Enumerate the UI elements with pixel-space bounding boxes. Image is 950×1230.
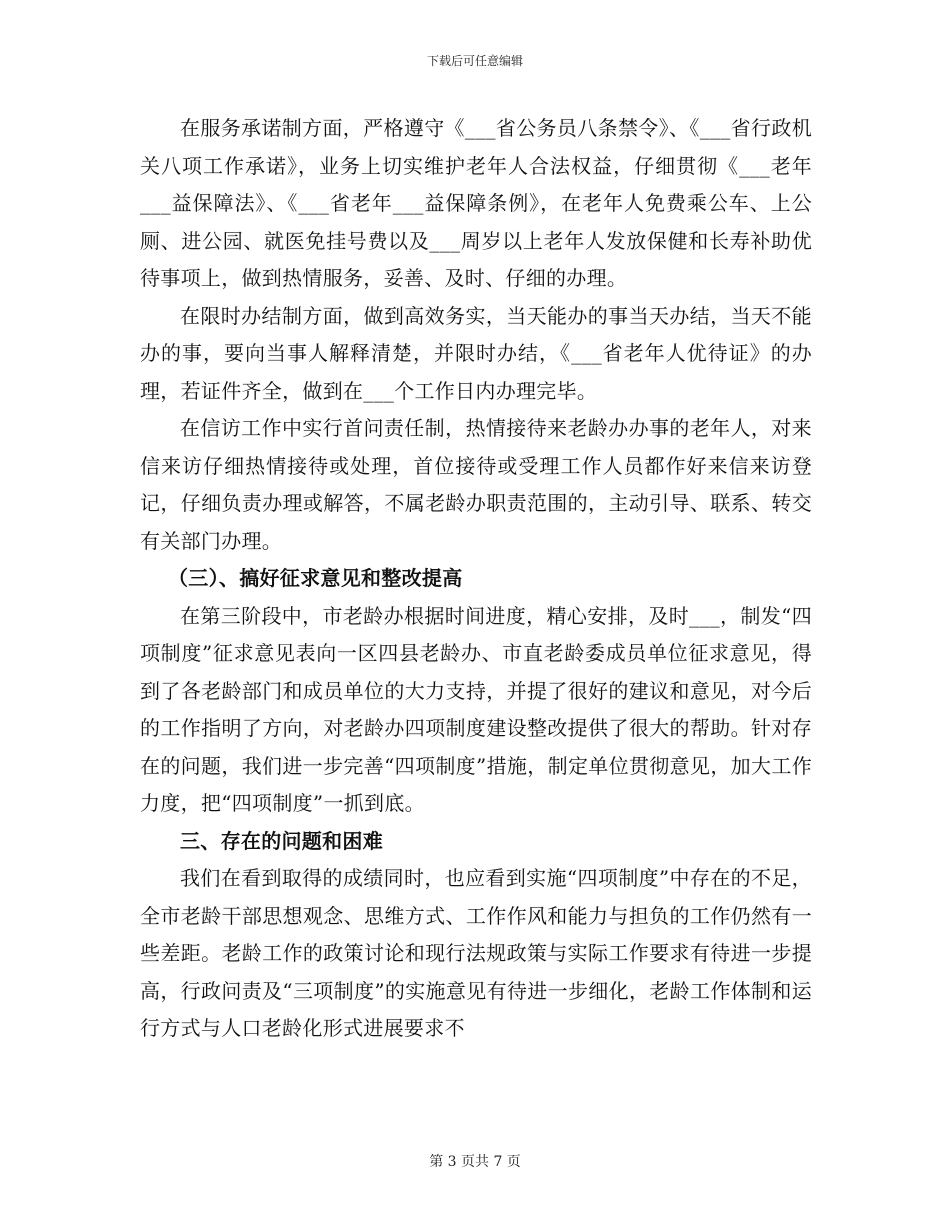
paragraph-service-commitment: 在服务承诺制方面，严格遵守《___省公务员八条禁令》、《___省行政机关八项工作承诺》，业务上切实维护老年人合法权益，仔细贯彻《___老年___益保障法》、《___省老年___益保障条例》，在老年人免费乘公车、上公厕、进公园、就医免挂号费以及___周岁以上老年人发放保健和长寿补助优待事项上，做到热情服务，妥善、及时、仔细的办理。 xyxy=(140,116,812,290)
section-heading-problems: 三、存在的问题和困难 xyxy=(180,828,383,853)
page-header-note: 下载后可任意编辑 xyxy=(426,54,523,68)
document-body xyxy=(140,110,812,1048)
page-number: 第 3 页共 7 页 xyxy=(429,1154,521,1170)
section-heading-feedback: （三）、搞好征求意见和整改提高 xyxy=(168,566,463,590)
paragraph-shortcomings: 我们在看到取得的成绩同时，也应看到实施“四项制度”中存在的不足，全市老龄干部思想观念、思维方式、工作作风和能力与担负的工作仍然有一些差距。老龄工作的政策讨论和现行法规政策与实际工作要求有待进一步提高，行政问责及“三项制度”的实施意见有待进一步细化，老龄工作体制和运行方式与人口老龄化形式进展要求不 xyxy=(140,866,812,1040)
paragraph-time-limit: 在限时办结制方面，做到高效务实，当天能办的事当天办结，当天不能办的事，要向当事人解释清楚，并限时办结，《___省老年人优待证》的办理，若证件齐全，做到在___个工作日内办理完毕。 xyxy=(140,303,812,403)
paragraph-third-stage: 在第三阶段中，市老龄办根据时间进度，精心安排，及时___，制发“四项制度”征求意见表向一区四县老龄办、市直老龄委成员单位征求意见，得到了各老龄部门和成员单位的大力支持，并提了很好的建议和意见，对今后的工作指明了方向，对老龄办四项制度建设整改提供了很大的帮助。针对存在的问题，我们进一步完善“四项制度”措施，制定单位贯彻意见，加大工作力度，把“四项制度”一抓到底。 xyxy=(140,603,812,815)
paragraph-petition: 在信访工作中实行首问责任制，热情接待来老龄办办事的老年人，对来信来访仔细热情接待或处理，首位接待或受理工作人员都作好来信来访登记，仔细负责办理或解答，不属老龄办职责范围的，主动引导、联系、转交有关部门办理。 xyxy=(140,416,812,553)
